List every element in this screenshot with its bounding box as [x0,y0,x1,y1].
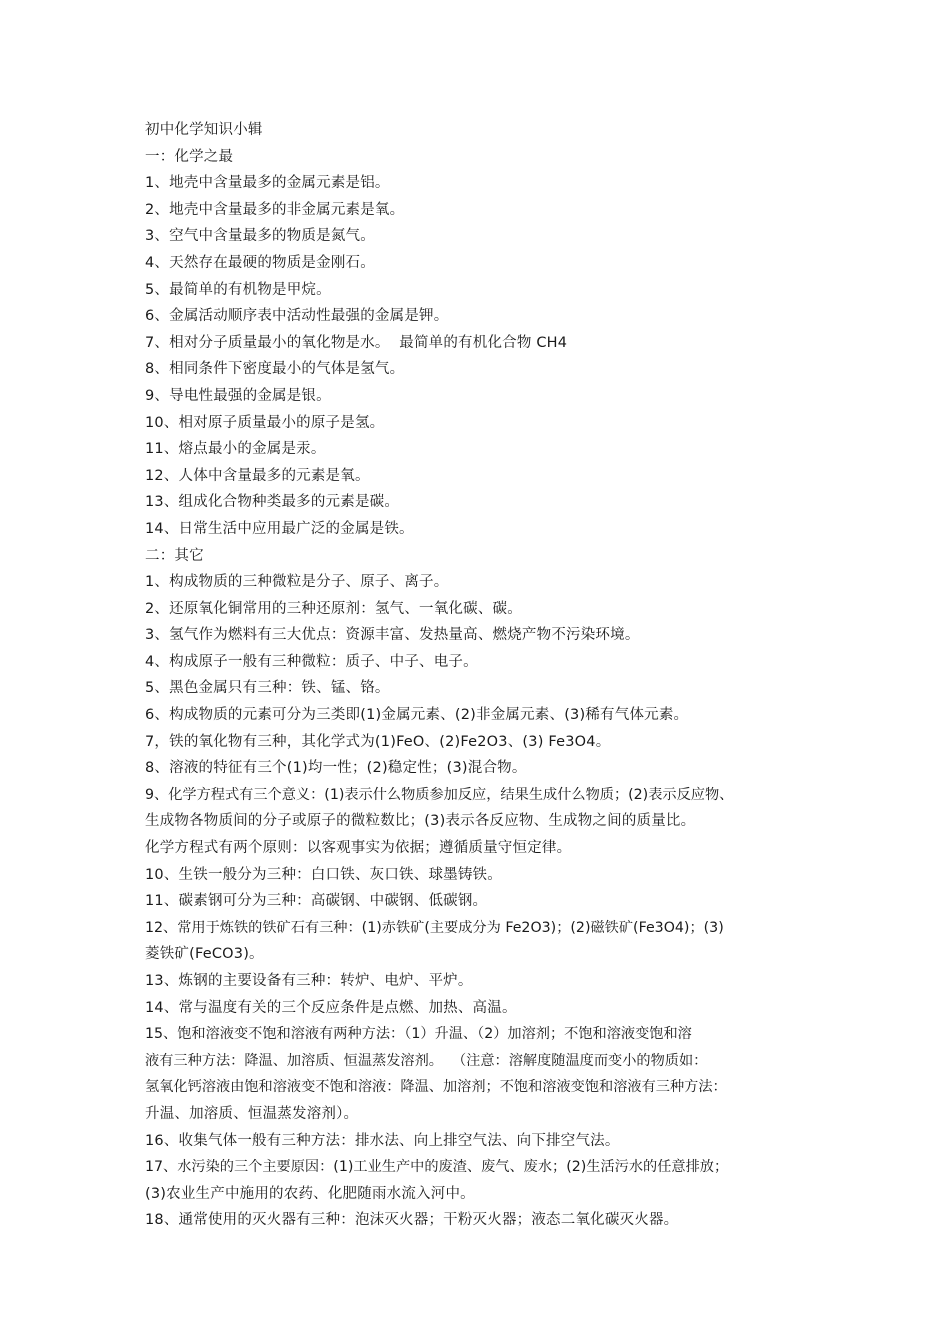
list-item: 9、化学方程式有三个意义：(1)表示什么物质参加反应，结果生成什么物质；(2)表示反应物、 [145,786,734,803]
section-heading: 一：化学之最 [145,148,234,165]
list-item: 5、黑色金属只有三种：铁、锰、铬。 [145,680,390,697]
section-others [145,543,815,1234]
list-item: 16、收集气体一般有三种方法：排水法、向上排空气法、向下排空气法。 [145,1132,620,1149]
list-item: 3、氢气作为燃料有三大优点：资源丰富、发热量高、燃烧产物不污染环境。 [145,627,640,644]
list-item: 11、碳素钢可分为三种：高碳钢、中碳钢、低碳钢。 [145,893,488,910]
list-item: 6、金属活动顺序表中活动性最强的金属是钾。 [145,308,449,325]
list-item: 12、人体中含量最多的元素是氧。 [145,467,370,484]
list-item: 2、还原氧化铜常用的三种还原剂：氢气、一氧化碳、碳。 [145,600,522,617]
list-item: 7、相对分子质量最小的氧化物是水。 最简单的有机化合物 CH4 [145,334,568,351]
list-item: 15、饱和溶液变不饱和溶液有两种方法：（1）升温、（2）加溶剂；不饱和溶液变饱和溶 [145,1026,692,1043]
list-item: 菱铁矿(FeCO3)。 [145,946,264,963]
list-item: 18、通常使用的灭火器有三种：泡沫灭火器；干粉灭火器；液态二氧化碳灭火器。 [145,1212,679,1229]
list-item: 8、溶液的特征有三个(1)均一性；(2)稳定性；(3)混合物。 [145,760,527,777]
list-item: 2、地壳中含量最多的非金属元素是氧。 [145,201,405,218]
list-item: 5、最简单的有机物是甲烷。 [145,281,331,298]
section-heading: 二：其它 [145,547,204,564]
list-item: 10、生铁一般分为三种：白口铁、灰口铁、球墨铸铁。 [145,866,502,883]
section-chemistry-superlatives [145,144,815,543]
list-item: 9、导电性最强的金属是银。 [145,387,331,404]
list-item: 化学方程式有两个原则：以客观事实为依据；遵循质量守恒定律。 [145,840,572,857]
list-item: 14、常与温度有关的三个反应条件是点燃、加热、高温。 [145,999,517,1016]
list-item: 氢氧化钙溶液由饱和溶液变不饱和溶液：降温、加溶剂；不饱和溶液变饱和溶液有三种方法： [145,1079,727,1096]
list-item: 6、构成物质的元素可分为三类即(1)金属元素、(2)非金属元素、(3)稀有气体元素。 [145,707,689,724]
list-item: 14、日常生活中应用最广泛的金属是铁。 [145,520,414,537]
list-item: 7，铁的氧化物有三种，其化学式为(1)FeO、(2)Fe2O3、(3) Fe3O4。 [145,733,611,750]
list-item: 17、水污染的三个主要原因：(1)工业生产中的废渣、废气、废水；(2)生活污水的任意排放； [145,1159,729,1176]
list-item: 13、组成化合物种类最多的元素是碳。 [145,494,400,511]
list-item: 升温、加溶质、恒温蒸发溶剂）。 [145,1105,359,1122]
list-item: 1、构成物质的三种微粒是分子、原子、离子。 [145,574,449,591]
list-item: 11、熔点最小的金属是汞。 [145,441,326,458]
list-item: 13、炼钢的主要设备有三种：转炉、电炉、平炉。 [145,973,473,989]
list-item: 液有三种方法：降温、加溶质、恒温蒸发溶剂。 （注意：溶解度随温度而变小的物质如： [145,1052,708,1069]
list-item: (3)农业生产中施用的农药、化肥随雨水流入河中。 [145,1185,475,1202]
list-item: 8、相同条件下密度最小的气体是氢气。 [145,361,405,378]
list-item: 3、空气中含量最多的物质是氮气。 [145,228,375,245]
list-item: 生成物各物质间的分子或原子的微粒数比；(3)表示各反应物、生成物之间的质量比。 [145,813,696,830]
list-item: 10、相对原子质量最小的原子是氢。 [145,414,385,431]
list-item: 1、地壳中含量最多的金属元素是铝。 [145,175,390,192]
document-page [145,117,815,1234]
list-item: 12、常用于炼铁的铁矿石有三种：(1)赤铁矿(主要成分为 Fe2O3)；(2)磁铁矿(Fe3O4)；(3) [145,919,724,936]
list-item: 4、天然存在最硬的物质是金刚石。 [145,254,375,271]
document-title: 初中化学知识小辑 [145,122,263,138]
list-item: 4、构成原子一般有三种微粒：质子、中子、电子。 [145,653,478,670]
